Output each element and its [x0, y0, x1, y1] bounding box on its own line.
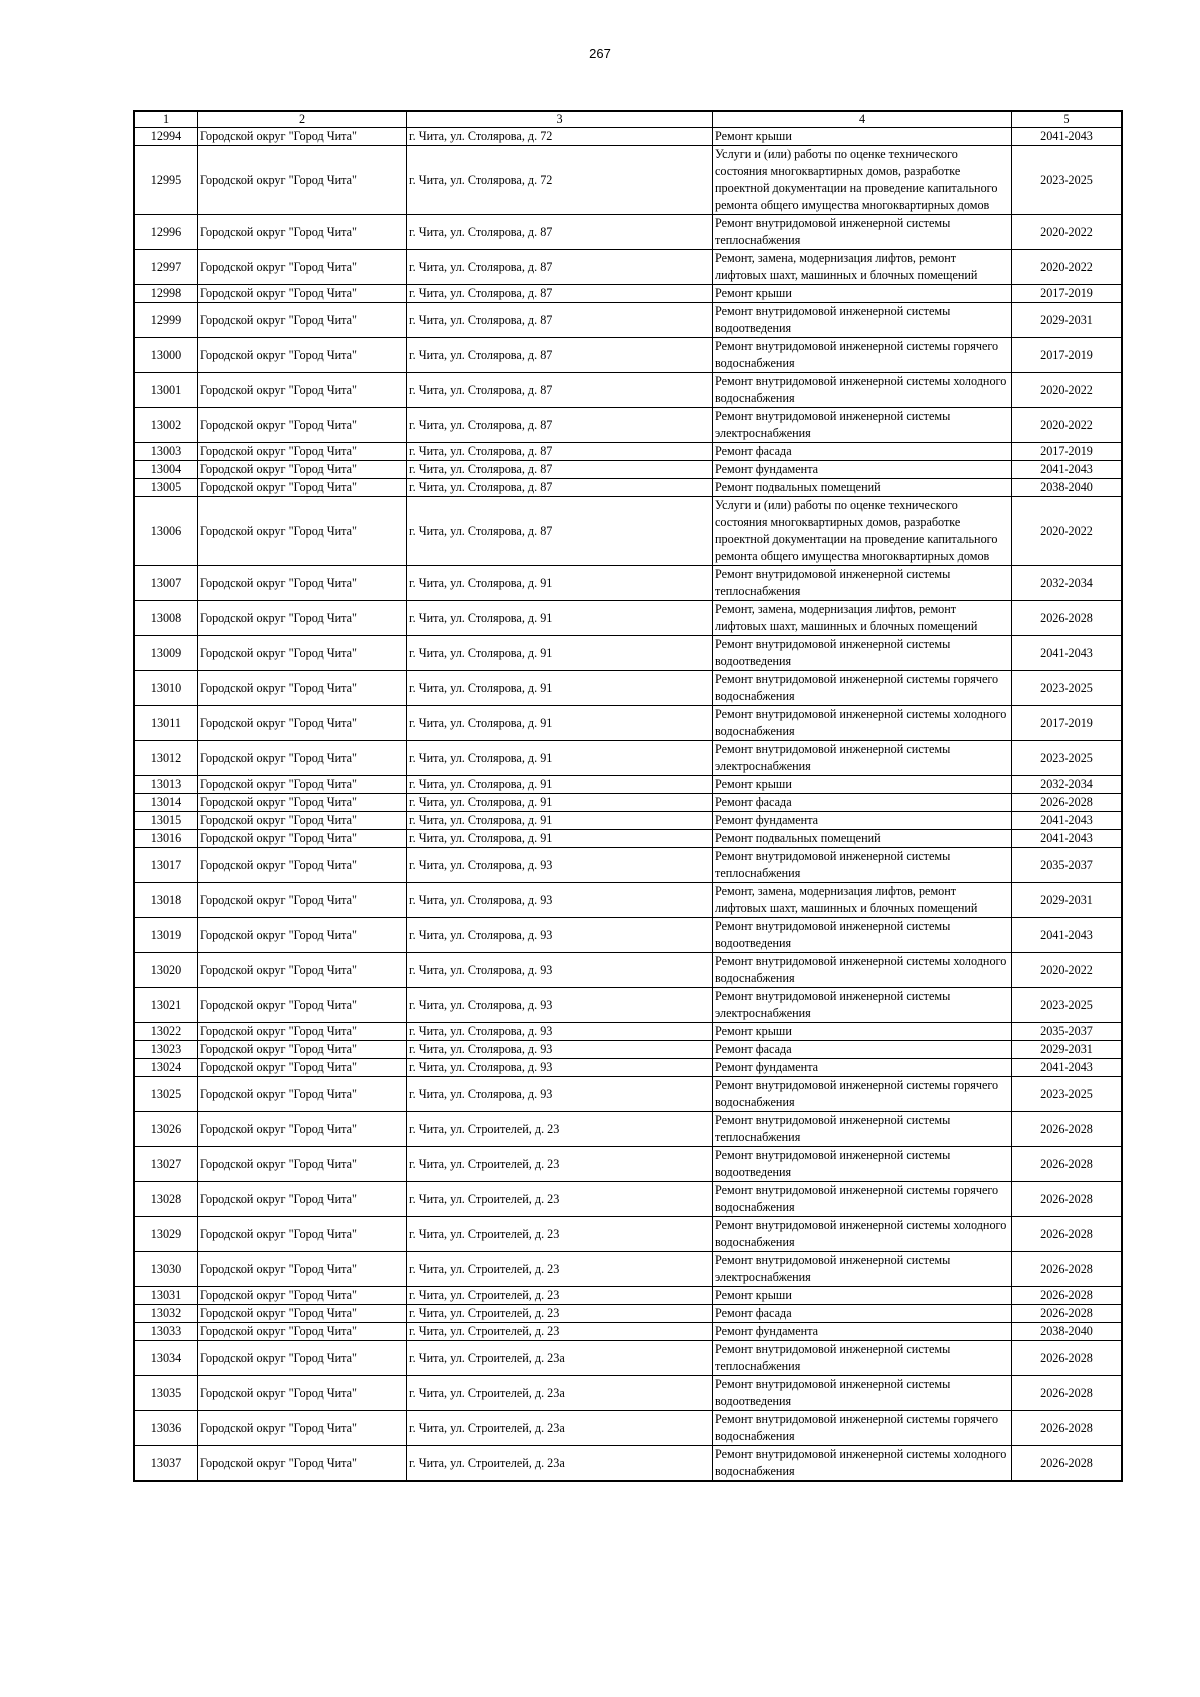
work-type-cell: Ремонт, замена, модернизация лифтов, ремонт лифтовых шахт, машинных и блочных помещений: [713, 883, 1012, 918]
column-header: 5: [1012, 111, 1123, 128]
period-cell: 2020-2022: [1012, 408, 1123, 443]
capital-repair-table: [133, 110, 1123, 1482]
work-type-cell: Ремонт внутридомовой инженерной системы теплоснабжения: [713, 1341, 1012, 1376]
row-number-cell: 13012: [134, 741, 198, 776]
table-row: [134, 1376, 1122, 1411]
page-number: 267: [589, 46, 611, 61]
period-cell: 2026-2028: [1012, 1112, 1123, 1147]
row-number-cell: 12994: [134, 128, 198, 146]
work-type-cell: Ремонт крыши: [713, 1023, 1012, 1041]
address-cell: г. Чита, ул. Столярова, д. 87: [407, 408, 713, 443]
table-row: [134, 146, 1122, 215]
table-row: [134, 671, 1122, 706]
municipality-cell: Городской округ "Город Чита": [198, 830, 407, 848]
table-row: [134, 566, 1122, 601]
work-type-cell: Ремонт подвальных помещений: [713, 479, 1012, 497]
table-row: [134, 953, 1122, 988]
municipality-cell: Городской округ "Город Чита": [198, 776, 407, 794]
row-number-cell: 12999: [134, 303, 198, 338]
row-number-cell: 12995: [134, 146, 198, 215]
row-number-cell: 13015: [134, 812, 198, 830]
address-cell: г. Чита, ул. Столярова, д. 72: [407, 128, 713, 146]
table-row: [134, 1305, 1122, 1323]
row-number-cell: 13022: [134, 1023, 198, 1041]
municipality-cell: Городской округ "Город Чита": [198, 1411, 407, 1446]
period-cell: 2026-2028: [1012, 1305, 1123, 1323]
address-cell: г. Чита, ул. Столярова, д. 91: [407, 636, 713, 671]
work-type-cell: Ремонт фундамента: [713, 461, 1012, 479]
address-cell: г. Чита, ул. Строителей, д. 23а: [407, 1341, 713, 1376]
row-number-cell: 13006: [134, 497, 198, 566]
address-cell: г. Чита, ул. Столярова, д. 91: [407, 776, 713, 794]
address-cell: г. Чита, ул. Столярова, д. 87: [407, 497, 713, 566]
period-cell: 2029-2031: [1012, 883, 1123, 918]
work-type-cell: Услуги и (или) работы по оценке технического состояния многоквартирных домов, разработке проектной документации на проведение капитального ремонта общего имущества многоквартирных домов: [713, 497, 1012, 566]
period-cell: 2026-2028: [1012, 1287, 1123, 1305]
work-type-cell: Ремонт внутридомовой инженерной системы электроснабжения: [713, 988, 1012, 1023]
work-type-cell: Ремонт крыши: [713, 1287, 1012, 1305]
row-number-cell: 13005: [134, 479, 198, 497]
table-row: [134, 1252, 1122, 1287]
row-number-cell: 13025: [134, 1077, 198, 1112]
table-row: [134, 918, 1122, 953]
municipality-cell: Городской округ "Город Чита": [198, 1112, 407, 1147]
address-cell: г. Чита, ул. Столярова, д. 91: [407, 601, 713, 636]
table-row: [134, 1182, 1122, 1217]
address-cell: г. Чита, ул. Строителей, д. 23а: [407, 1446, 713, 1482]
work-type-cell: Ремонт внутридомовой инженерной системы горячего водоснабжения: [713, 338, 1012, 373]
table-row: [134, 848, 1122, 883]
address-cell: г. Чита, ул. Строителей, д. 23: [407, 1305, 713, 1323]
work-type-cell: Ремонт крыши: [713, 776, 1012, 794]
address-cell: г. Чита, ул. Строителей, д. 23а: [407, 1411, 713, 1446]
municipality-cell: Городской округ "Город Чита": [198, 812, 407, 830]
work-type-cell: Ремонт внутридомовой инженерной системы теплоснабжения: [713, 1112, 1012, 1147]
address-cell: г. Чита, ул. Столярова, д. 91: [407, 794, 713, 812]
address-cell: г. Чита, ул. Столярова, д. 87: [407, 461, 713, 479]
municipality-cell: Городской округ "Город Чита": [198, 1252, 407, 1287]
municipality-cell: Городской округ "Город Чита": [198, 1323, 407, 1341]
period-cell: 2041-2043: [1012, 918, 1123, 953]
municipality-cell: Городской округ "Город Чита": [198, 1182, 407, 1217]
row-number-cell: 13009: [134, 636, 198, 671]
address-cell: г. Чита, ул. Строителей, д. 23: [407, 1112, 713, 1147]
table-row: [134, 794, 1122, 812]
work-type-cell: Ремонт фундамента: [713, 1323, 1012, 1341]
work-type-cell: Ремонт внутридомовой инженерной системы водоотведения: [713, 918, 1012, 953]
table-row: [134, 497, 1122, 566]
table-row: [134, 1147, 1122, 1182]
work-type-cell: Ремонт внутридомовой инженерной системы горячего водоснабжения: [713, 1411, 1012, 1446]
municipality-cell: Городской округ "Город Чита": [198, 1041, 407, 1059]
row-number-cell: 13018: [134, 883, 198, 918]
row-number-cell: 13000: [134, 338, 198, 373]
work-type-cell: Ремонт фундамента: [713, 1059, 1012, 1077]
work-type-cell: Ремонт внутридомовой инженерной системы водоотведения: [713, 636, 1012, 671]
row-number-cell: 13002: [134, 408, 198, 443]
address-cell: г. Чита, ул. Столярова, д. 93: [407, 1041, 713, 1059]
table-row: [134, 1077, 1122, 1112]
row-number-cell: 13010: [134, 671, 198, 706]
municipality-cell: Городской округ "Город Чита": [198, 1341, 407, 1376]
row-number-cell: 12996: [134, 215, 198, 250]
municipality-cell: Городской округ "Город Чита": [198, 443, 407, 461]
row-number-cell: 13004: [134, 461, 198, 479]
row-number-cell: 13027: [134, 1147, 198, 1182]
municipality-cell: Городской округ "Город Чита": [198, 794, 407, 812]
table-row: [134, 1041, 1122, 1059]
work-type-cell: Услуги и (или) работы по оценке технического состояния многоквартирных домов, разработке проектной документации на проведение капитального ремонта общего имущества многоквартирных домов: [713, 146, 1012, 215]
address-cell: г. Чита, ул. Столярова, д. 87: [407, 479, 713, 497]
address-cell: г. Чита, ул. Столярова, д. 72: [407, 146, 713, 215]
row-number-cell: 13024: [134, 1059, 198, 1077]
municipality-cell: Городской округ "Город Чита": [198, 566, 407, 601]
period-cell: 2020-2022: [1012, 497, 1123, 566]
row-number-cell: 13021: [134, 988, 198, 1023]
period-cell: 2026-2028: [1012, 1252, 1123, 1287]
municipality-cell: Городской округ "Город Чита": [198, 303, 407, 338]
period-cell: 2023-2025: [1012, 671, 1123, 706]
period-cell: 2017-2019: [1012, 285, 1123, 303]
work-type-cell: Ремонт внутридомовой инженерной системы горячего водоснабжения: [713, 1182, 1012, 1217]
work-type-cell: Ремонт подвальных помещений: [713, 830, 1012, 848]
period-cell: 2026-2028: [1012, 1217, 1123, 1252]
table-row: [134, 1341, 1122, 1376]
table-row: [134, 1217, 1122, 1252]
table-row: [134, 408, 1122, 443]
work-type-cell: Ремонт внутридомовой инженерной системы электроснабжения: [713, 741, 1012, 776]
table-row: [134, 1059, 1122, 1077]
municipality-cell: Городской округ "Город Чита": [198, 215, 407, 250]
address-cell: г. Чита, ул. Строителей, д. 23: [407, 1147, 713, 1182]
municipality-cell: Городской округ "Город Чита": [198, 1023, 407, 1041]
table-header-row: [134, 111, 1122, 128]
work-type-cell: Ремонт внутридомовой инженерной системы водоотведения: [713, 1376, 1012, 1411]
municipality-cell: Городской округ "Город Чита": [198, 636, 407, 671]
address-cell: г. Чита, ул. Столярова, д. 93: [407, 1023, 713, 1041]
table-row: [134, 830, 1122, 848]
table-row: [134, 443, 1122, 461]
table-row: [134, 479, 1122, 497]
row-number-cell: 13007: [134, 566, 198, 601]
table-row: [134, 812, 1122, 830]
address-cell: г. Чита, ул. Столярова, д. 91: [407, 671, 713, 706]
table-row: [134, 338, 1122, 373]
municipality-cell: Городской округ "Город Чита": [198, 883, 407, 918]
row-number-cell: 13017: [134, 848, 198, 883]
row-number-cell: 13011: [134, 706, 198, 741]
row-number-cell: 13031: [134, 1287, 198, 1305]
period-cell: 2023-2025: [1012, 741, 1123, 776]
row-number-cell: 13032: [134, 1305, 198, 1323]
municipality-cell: Городской округ "Город Чита": [198, 918, 407, 953]
work-type-cell: Ремонт, замена, модернизация лифтов, ремонт лифтовых шахт, машинных и блочных помещений: [713, 250, 1012, 285]
period-cell: 2041-2043: [1012, 830, 1123, 848]
address-cell: г. Чита, ул. Столярова, д. 93: [407, 918, 713, 953]
municipality-cell: Городской округ "Город Чита": [198, 373, 407, 408]
municipality-cell: Городской округ "Город Чита": [198, 497, 407, 566]
table-row: [134, 303, 1122, 338]
period-cell: 2035-2037: [1012, 1023, 1123, 1041]
municipality-cell: Городской округ "Город Чита": [198, 146, 407, 215]
row-number-cell: 13016: [134, 830, 198, 848]
column-header: 3: [407, 111, 713, 128]
row-number-cell: 13003: [134, 443, 198, 461]
address-cell: г. Чита, ул. Строителей, д. 23: [407, 1252, 713, 1287]
row-number-cell: 12997: [134, 250, 198, 285]
address-cell: г. Чита, ул. Столярова, д. 91: [407, 566, 713, 601]
work-type-cell: Ремонт внутридомовой инженерной системы электроснабжения: [713, 1252, 1012, 1287]
municipality-cell: Городской округ "Город Чита": [198, 408, 407, 443]
row-number-cell: 13008: [134, 601, 198, 636]
table-row: [134, 250, 1122, 285]
period-cell: 2041-2043: [1012, 812, 1123, 830]
work-type-cell: Ремонт внутридомовой инженерной системы водоотведения: [713, 303, 1012, 338]
address-cell: г. Чита, ул. Столярова, д. 87: [407, 338, 713, 373]
address-cell: г. Чита, ул. Столярова, д. 91: [407, 706, 713, 741]
row-number-cell: 13026: [134, 1112, 198, 1147]
work-type-cell: Ремонт фундамента: [713, 812, 1012, 830]
work-type-cell: Ремонт фасада: [713, 443, 1012, 461]
address-cell: г. Чита, ул. Столярова, д. 91: [407, 830, 713, 848]
municipality-cell: Городской округ "Город Чита": [198, 1217, 407, 1252]
table-row: [134, 373, 1122, 408]
address-cell: г. Чита, ул. Столярова, д. 87: [407, 443, 713, 461]
work-type-cell: Ремонт внутридомовой инженерной системы теплоснабжения: [713, 566, 1012, 601]
work-type-cell: Ремонт внутридомовой инженерной системы холодного водоснабжения: [713, 953, 1012, 988]
period-cell: 2032-2034: [1012, 776, 1123, 794]
table-row: [134, 1411, 1122, 1446]
address-cell: г. Чита, ул. Столярова, д. 87: [407, 285, 713, 303]
address-cell: г. Чита, ул. Столярова, д. 87: [407, 250, 713, 285]
period-cell: 2017-2019: [1012, 706, 1123, 741]
work-type-cell: Ремонт внутридомовой инженерной системы холодного водоснабжения: [713, 706, 1012, 741]
municipality-cell: Городской округ "Город Чита": [198, 1077, 407, 1112]
table-row: [134, 988, 1122, 1023]
address-cell: г. Чита, ул. Столярова, д. 87: [407, 303, 713, 338]
period-cell: 2026-2028: [1012, 1376, 1123, 1411]
municipality-cell: Городской округ "Город Чита": [198, 128, 407, 146]
work-type-cell: Ремонт фасада: [713, 794, 1012, 812]
municipality-cell: Городской округ "Город Чита": [198, 1446, 407, 1482]
period-cell: 2035-2037: [1012, 848, 1123, 883]
address-cell: г. Чита, ул. Столярова, д. 91: [407, 812, 713, 830]
period-cell: 2023-2025: [1012, 1077, 1123, 1112]
address-cell: г. Чита, ул. Столярова, д. 93: [407, 848, 713, 883]
table-body: [134, 128, 1122, 1482]
column-header: 1: [134, 111, 198, 128]
period-cell: 2020-2022: [1012, 953, 1123, 988]
table-row: [134, 1287, 1122, 1305]
row-number-cell: 13036: [134, 1411, 198, 1446]
table-row: [134, 706, 1122, 741]
table-row: [134, 741, 1122, 776]
address-cell: г. Чита, ул. Столярова, д. 93: [407, 988, 713, 1023]
municipality-cell: Городской округ "Город Чита": [198, 338, 407, 373]
work-type-cell: Ремонт крыши: [713, 285, 1012, 303]
column-header: 2: [198, 111, 407, 128]
municipality-cell: Городской округ "Город Чита": [198, 953, 407, 988]
period-cell: 2038-2040: [1012, 479, 1123, 497]
address-cell: г. Чита, ул. Строителей, д. 23: [407, 1287, 713, 1305]
row-number-cell: 13023: [134, 1041, 198, 1059]
work-type-cell: Ремонт внутридомовой инженерной системы холодного водоснабжения: [713, 373, 1012, 408]
row-number-cell: 13029: [134, 1217, 198, 1252]
period-cell: 2041-2043: [1012, 1059, 1123, 1077]
row-number-cell: 13019: [134, 918, 198, 953]
municipality-cell: Городской округ "Город Чита": [198, 250, 407, 285]
period-cell: 2029-2031: [1012, 1041, 1123, 1059]
address-cell: г. Чита, ул. Строителей, д. 23а: [407, 1376, 713, 1411]
row-number-cell: 13030: [134, 1252, 198, 1287]
work-type-cell: Ремонт внутридомовой инженерной системы теплоснабжения: [713, 215, 1012, 250]
period-cell: 2041-2043: [1012, 636, 1123, 671]
period-cell: 2026-2028: [1012, 1411, 1123, 1446]
municipality-cell: Городской округ "Город Чита": [198, 601, 407, 636]
row-number-cell: 13034: [134, 1341, 198, 1376]
work-type-cell: Ремонт внутридомовой инженерной системы горячего водоснабжения: [713, 671, 1012, 706]
table-row: [134, 1112, 1122, 1147]
municipality-cell: Городской округ "Город Чита": [198, 1059, 407, 1077]
table-row: [134, 776, 1122, 794]
period-cell: 2023-2025: [1012, 988, 1123, 1023]
period-cell: 2020-2022: [1012, 215, 1123, 250]
municipality-cell: Городской округ "Город Чита": [198, 1287, 407, 1305]
row-number-cell: 13033: [134, 1323, 198, 1341]
period-cell: 2026-2028: [1012, 601, 1123, 636]
table-row: [134, 215, 1122, 250]
address-cell: г. Чита, ул. Столярова, д. 93: [407, 883, 713, 918]
municipality-cell: Городской округ "Город Чита": [198, 1376, 407, 1411]
period-cell: 2038-2040: [1012, 1323, 1123, 1341]
row-number-cell: 13037: [134, 1446, 198, 1482]
period-cell: 2020-2022: [1012, 250, 1123, 285]
period-cell: 2026-2028: [1012, 1446, 1123, 1482]
municipality-cell: Городской округ "Город Чита": [198, 1305, 407, 1323]
row-number-cell: 13014: [134, 794, 198, 812]
work-type-cell: Ремонт, замена, модернизация лифтов, ремонт лифтовых шахт, машинных и блочных помещений: [713, 601, 1012, 636]
address-cell: г. Чита, ул. Строителей, д. 23: [407, 1323, 713, 1341]
address-cell: г. Чита, ул. Столярова, д. 93: [407, 1077, 713, 1112]
period-cell: 2029-2031: [1012, 303, 1123, 338]
row-number-cell: 12998: [134, 285, 198, 303]
address-cell: г. Чита, ул. Столярова, д. 91: [407, 741, 713, 776]
row-number-cell: 13013: [134, 776, 198, 794]
municipality-cell: Городской округ "Город Чита": [198, 285, 407, 303]
table-row: [134, 285, 1122, 303]
address-cell: г. Чита, ул. Столярова, д. 93: [407, 953, 713, 988]
period-cell: 2041-2043: [1012, 128, 1123, 146]
row-number-cell: 13035: [134, 1376, 198, 1411]
period-cell: 2017-2019: [1012, 338, 1123, 373]
work-type-cell: Ремонт внутридомовой инженерной системы электроснабжения: [713, 408, 1012, 443]
table-row: [134, 1023, 1122, 1041]
municipality-cell: Городской округ "Город Чита": [198, 1147, 407, 1182]
table-row: [134, 461, 1122, 479]
period-cell: 2041-2043: [1012, 461, 1123, 479]
row-number-cell: 13020: [134, 953, 198, 988]
work-type-cell: Ремонт внутридомовой инженерной системы горячего водоснабжения: [713, 1077, 1012, 1112]
work-type-cell: Ремонт внутридомовой инженерной системы теплоснабжения: [713, 848, 1012, 883]
municipality-cell: Городской округ "Город Чита": [198, 848, 407, 883]
table-row: [134, 883, 1122, 918]
period-cell: 2032-2034: [1012, 566, 1123, 601]
period-cell: 2017-2019: [1012, 443, 1123, 461]
period-cell: 2026-2028: [1012, 1341, 1123, 1376]
work-type-cell: Ремонт крыши: [713, 128, 1012, 146]
period-cell: 2026-2028: [1012, 1147, 1123, 1182]
municipality-cell: Городской округ "Город Чита": [198, 741, 407, 776]
address-cell: г. Чита, ул. Столярова, д. 87: [407, 215, 713, 250]
table-row: [134, 1323, 1122, 1341]
municipality-cell: Городской округ "Город Чита": [198, 479, 407, 497]
row-number-cell: 13028: [134, 1182, 198, 1217]
address-cell: г. Чита, ул. Столярова, д. 93: [407, 1059, 713, 1077]
table-row: [134, 128, 1122, 146]
work-type-cell: Ремонт внутридомовой инженерной системы холодного водоснабжения: [713, 1217, 1012, 1252]
row-number-cell: 13001: [134, 373, 198, 408]
work-type-cell: Ремонт фасада: [713, 1305, 1012, 1323]
period-cell: 2023-2025: [1012, 146, 1123, 215]
municipality-cell: Городской округ "Город Чита": [198, 706, 407, 741]
period-cell: 2020-2022: [1012, 373, 1123, 408]
municipality-cell: Городской округ "Город Чита": [198, 988, 407, 1023]
column-header: 4: [713, 111, 1012, 128]
period-cell: 2026-2028: [1012, 794, 1123, 812]
address-cell: г. Чита, ул. Строителей, д. 23: [407, 1182, 713, 1217]
period-cell: 2026-2028: [1012, 1182, 1123, 1217]
work-type-cell: Ремонт фасада: [713, 1041, 1012, 1059]
work-type-cell: Ремонт внутридомовой инженерной системы холодного водоснабжения: [713, 1446, 1012, 1482]
work-type-cell: Ремонт внутридомовой инженерной системы водоотведения: [713, 1147, 1012, 1182]
address-cell: г. Чита, ул. Строителей, д. 23: [407, 1217, 713, 1252]
table-row: [134, 1446, 1122, 1482]
table-row: [134, 601, 1122, 636]
municipality-cell: Городской округ "Город Чита": [198, 461, 407, 479]
table-row: [134, 636, 1122, 671]
municipality-cell: Городской округ "Город Чита": [198, 671, 407, 706]
address-cell: г. Чита, ул. Столярова, д. 87: [407, 373, 713, 408]
